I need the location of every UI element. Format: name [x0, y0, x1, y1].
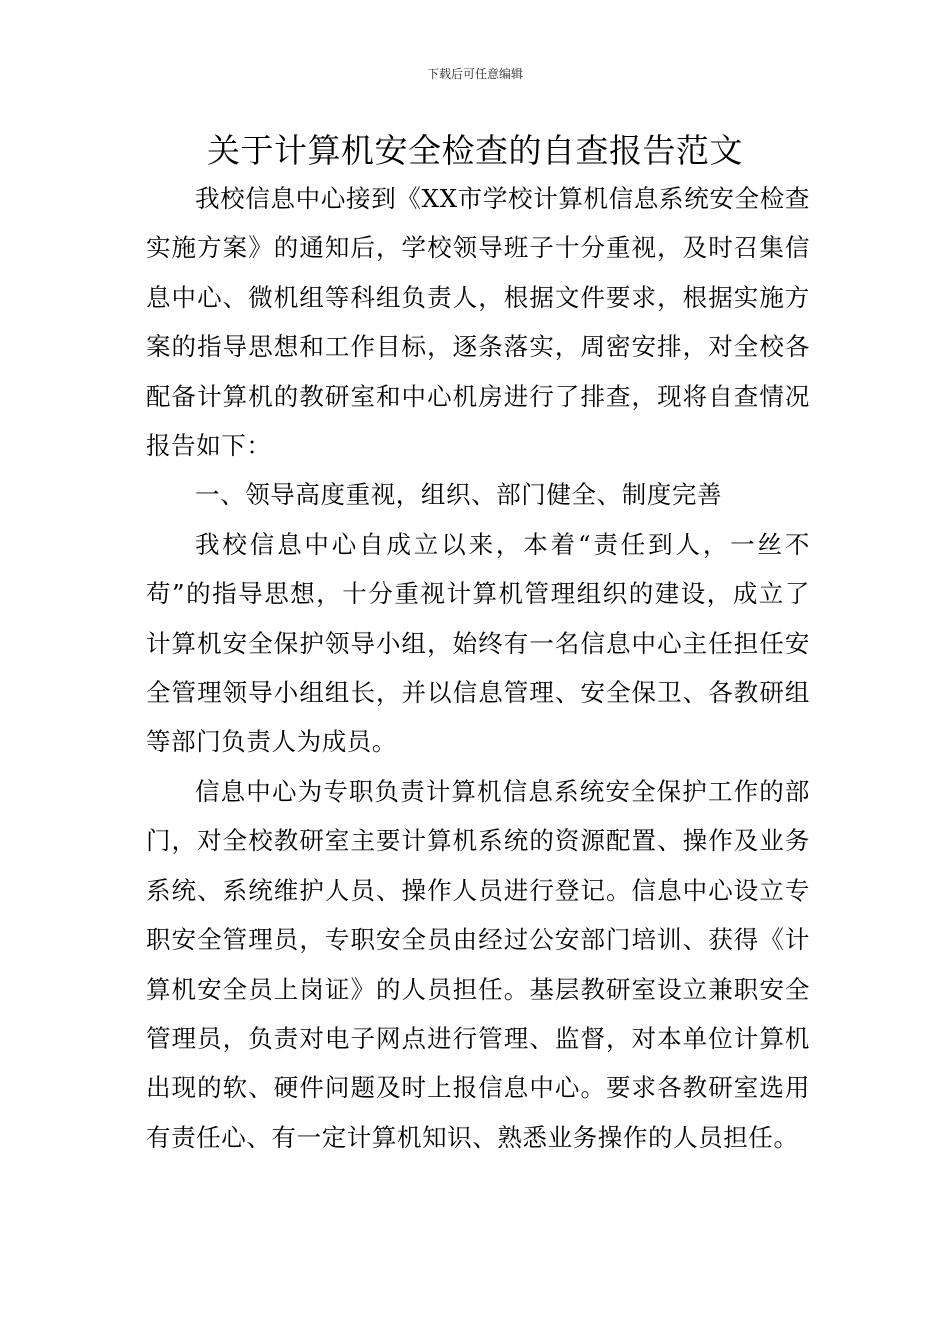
- paragraph-intro: 我校信息中心接到《XX市学校计算机信息系统安全检查实施方案》的通知后，学校领导班子十分重视，及时召集信息中心、微机组等科组负责人，根据文件要求，根据实施方案的指导思想和工作目标，逐条落实，周密安排，对全校各配备计算机的教研室和中心机房进行了排查，现将自查情况报告如下：: [146, 184, 810, 461]
- header-note: 下载后可任意编辑: [426, 67, 523, 81]
- document-title: 关于计算机安全检查的自查报告范文: [207, 131, 743, 170]
- paragraph-organization: 我校信息中心自成立以来，本着“责任到人，一丝不苟”的指导思想，十分重视计算机管理组织的建设，成立了计算机安全保护领导小组，始终有一名信息中心主任担任安全管理领导小组组长，并以信息管理、安全保卫、各教研组等部门负责人为成员。: [146, 529, 810, 757]
- document-body: [146, 174, 810, 1162]
- paragraph-responsibilities: 信息中心为专职负责计算机信息系统安全保护工作的部门，对全校教研室主要计算机系统的资源配置、操作及业务系统、系统维护人员、操作人员进行登记。信息中心设立专职安全管理员，专职安全员由经过公安部门培训、获得《计算机安全员上岗证》的人员担任。基层教研室设立兼职安全管理员，负责对电子网点进行管理、监督，对本单位计算机出现的软、硬件问题及时上报信息中心。要求各教研室选用有责任心、有一定计算机知识、熟悉业务操作的人员担任。: [146, 776, 810, 1152]
- section-heading-1: 一、领导高度重视，组织、部门健全、制度完善: [195, 480, 723, 510]
